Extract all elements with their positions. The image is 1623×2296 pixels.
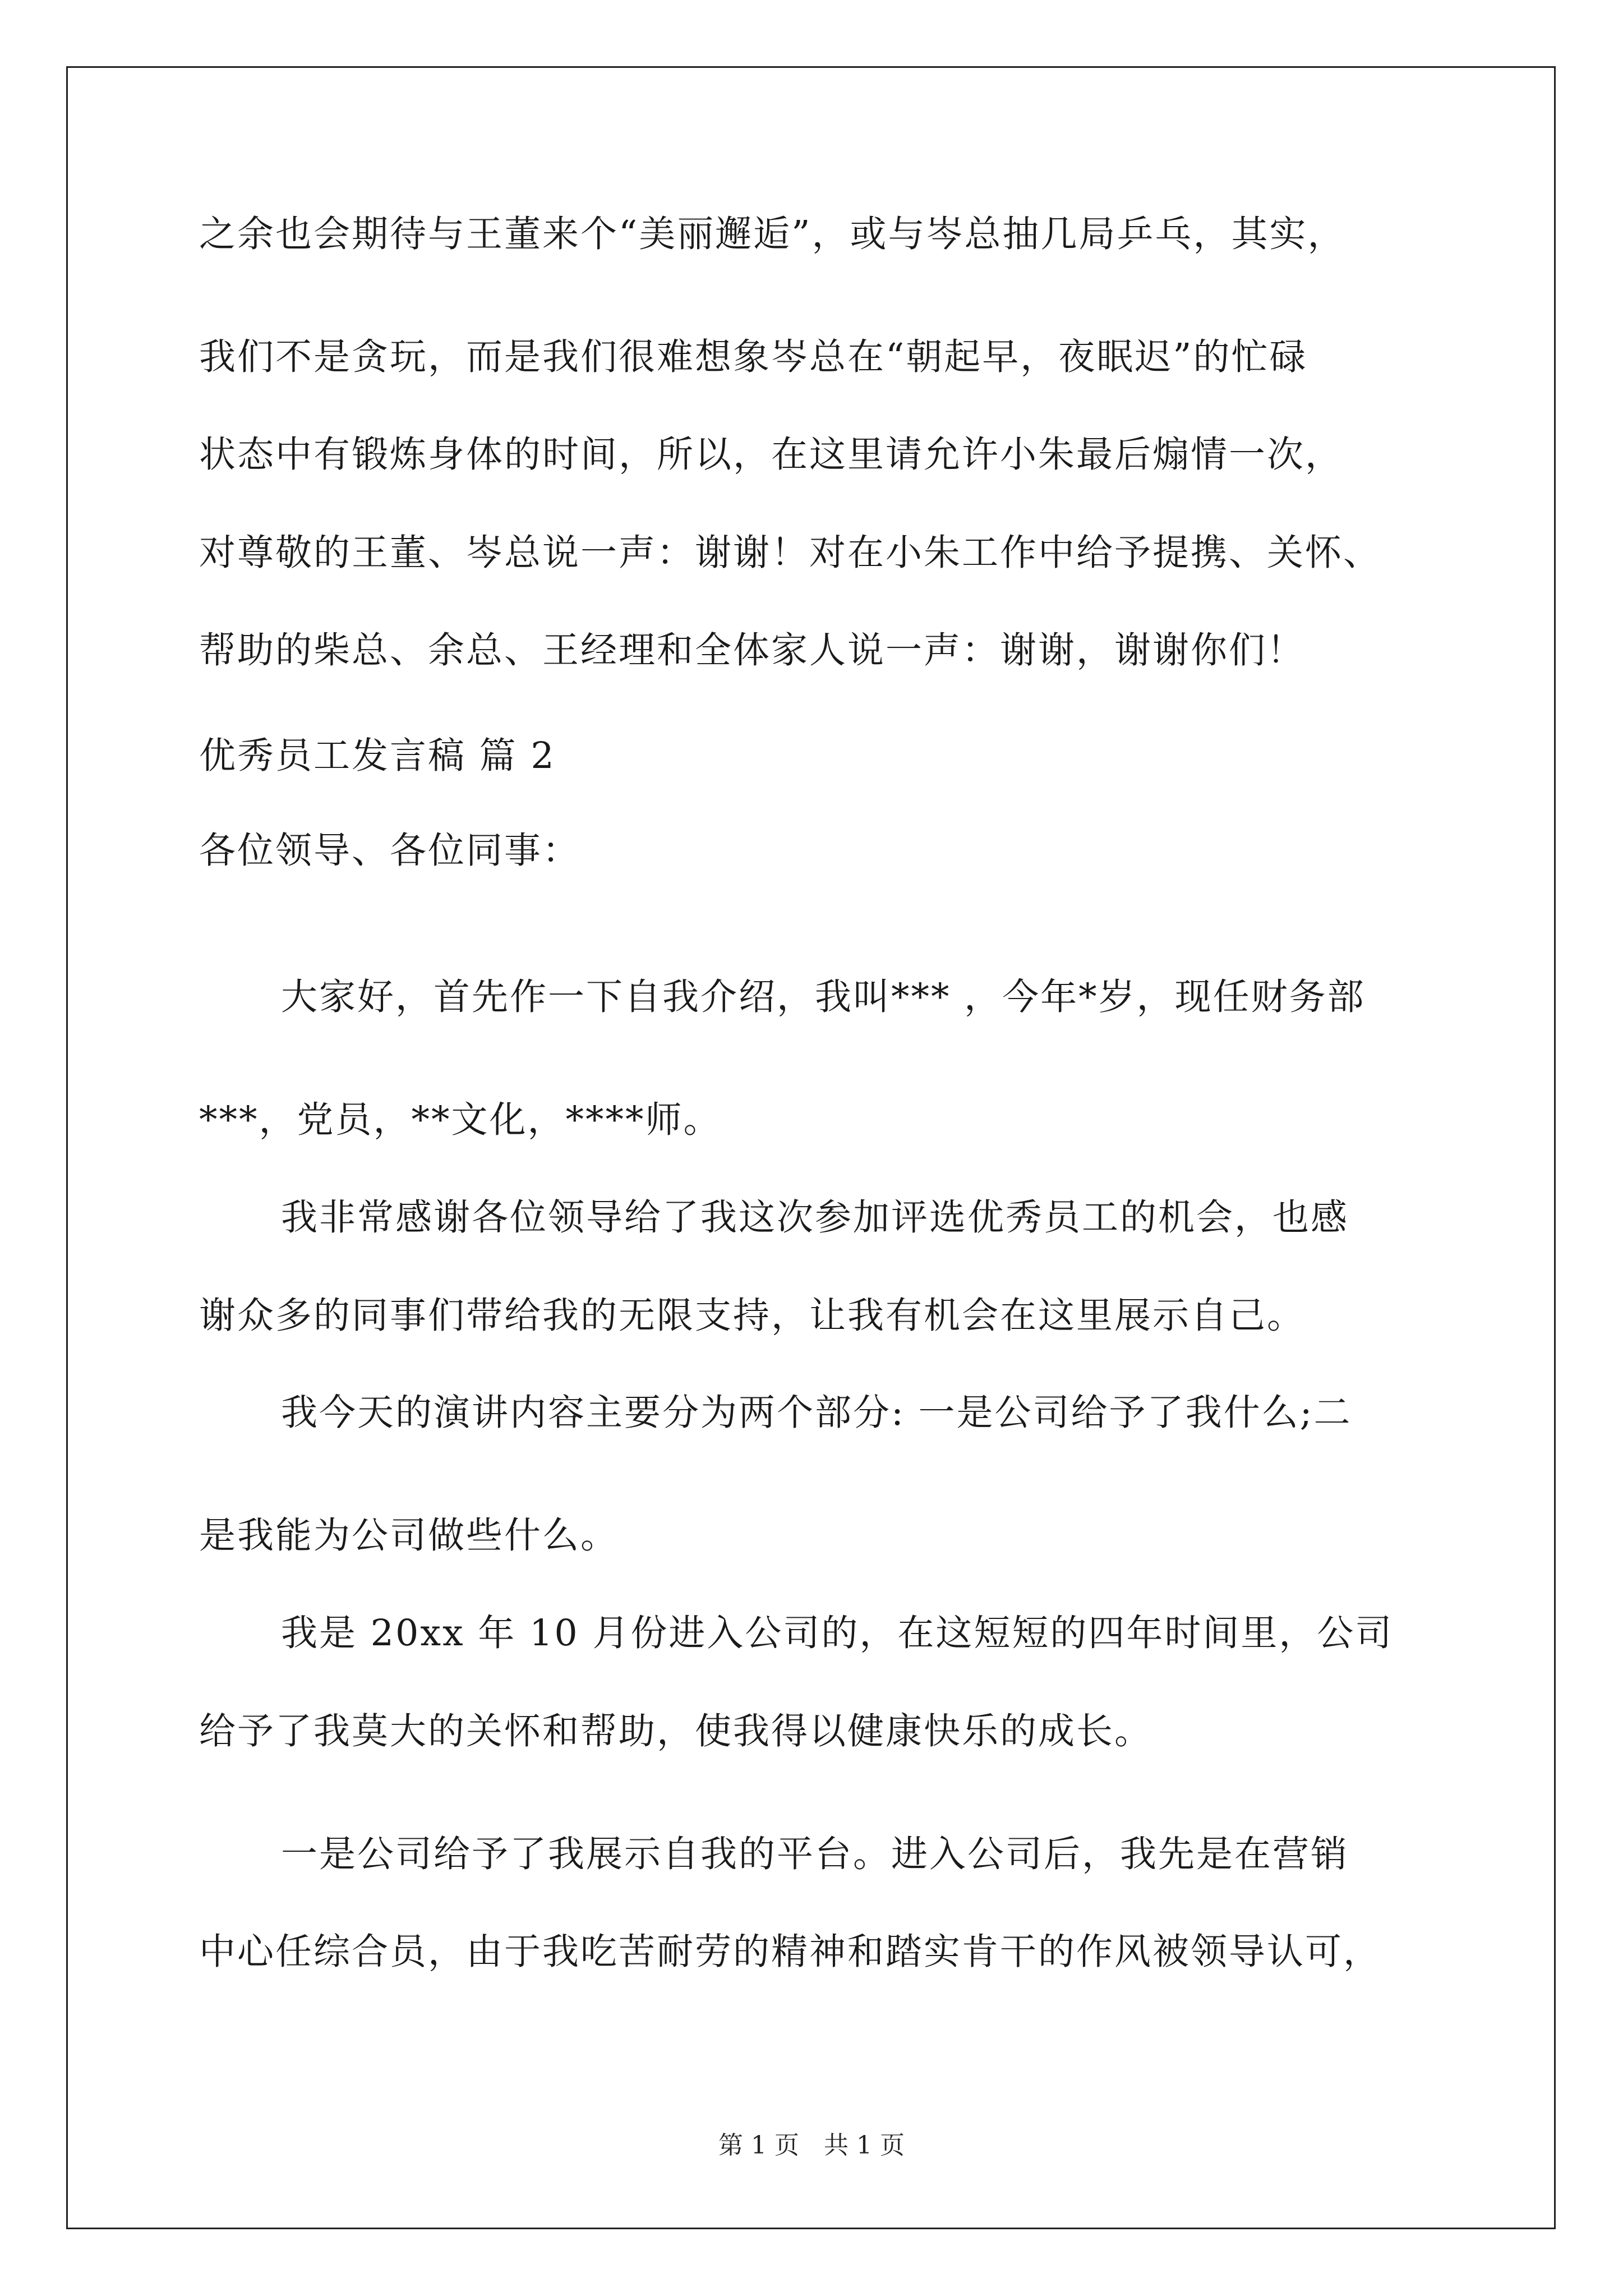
body-line: 谢众多的同事们带给我的无限支持，让我有机会在这里展示自己。 (199, 1295, 1306, 1337)
body-line: 对尊敬的王董、岑总说一声：谢谢！对在小朱工作中给予提携、关怀、 (199, 532, 1382, 574)
body-line: 帮助的柴总、余总、王经理和全体家人说一声：谢谢，谢谢你们！ (199, 629, 1306, 671)
body-line: 之余也会期待与王董来个“美丽邂逅”，或与岑总抽几局乒乓，其实， (199, 213, 1346, 255)
body-line: 是我能为公司做些什么。 (199, 1515, 619, 1557)
page-border (66, 66, 1556, 2229)
body-line: 中心任综合员，由于我吃苦耐劳的精神和踏实肯干的作风被领导认可， (199, 1931, 1382, 1973)
page-number-footer: 第 1 页 共 1 页 (718, 2131, 905, 2160)
section-heading: 优秀员工发言稿 篇 2 (199, 735, 556, 777)
paragraph-first-line: 一是公司给予了我展示自我的平台。进入公司后，我先是在营销 (281, 1833, 1349, 1875)
paragraph-first-line: 大家好，首先作一下自我介绍，我叫*** ，今年*岁，现任财务部 (281, 976, 1366, 1018)
paragraph-first-line: 我非常感谢各位领导给了我这次参加评选优秀员工的机会，也感 (281, 1197, 1349, 1239)
body-line: ***，党员，**文化，****师。 (199, 1099, 722, 1141)
body-line: 我们不是贪玩，而是我们很难想象岑总在“朝起早，夜眠迟”的忙碌 (199, 336, 1308, 378)
paragraph-first-line: 我今天的演讲内容主要分为两个部分: 一是公司给予了我什么;二 (281, 1392, 1352, 1434)
salutation: 各位领导、各位同事： (199, 830, 581, 872)
body-line: 状态中有锻炼身体的时间，所以，在这里请允许小朱最后煽情一次， (199, 434, 1344, 476)
body-line: 给予了我莫大的关怀和帮助，使我得以健康快乐的成长。 (199, 1710, 1153, 1752)
paragraph-first-line: 我是 20xx 年 10 月份进入公司的，在这短短的四年时间里，公司 (281, 1612, 1394, 1654)
